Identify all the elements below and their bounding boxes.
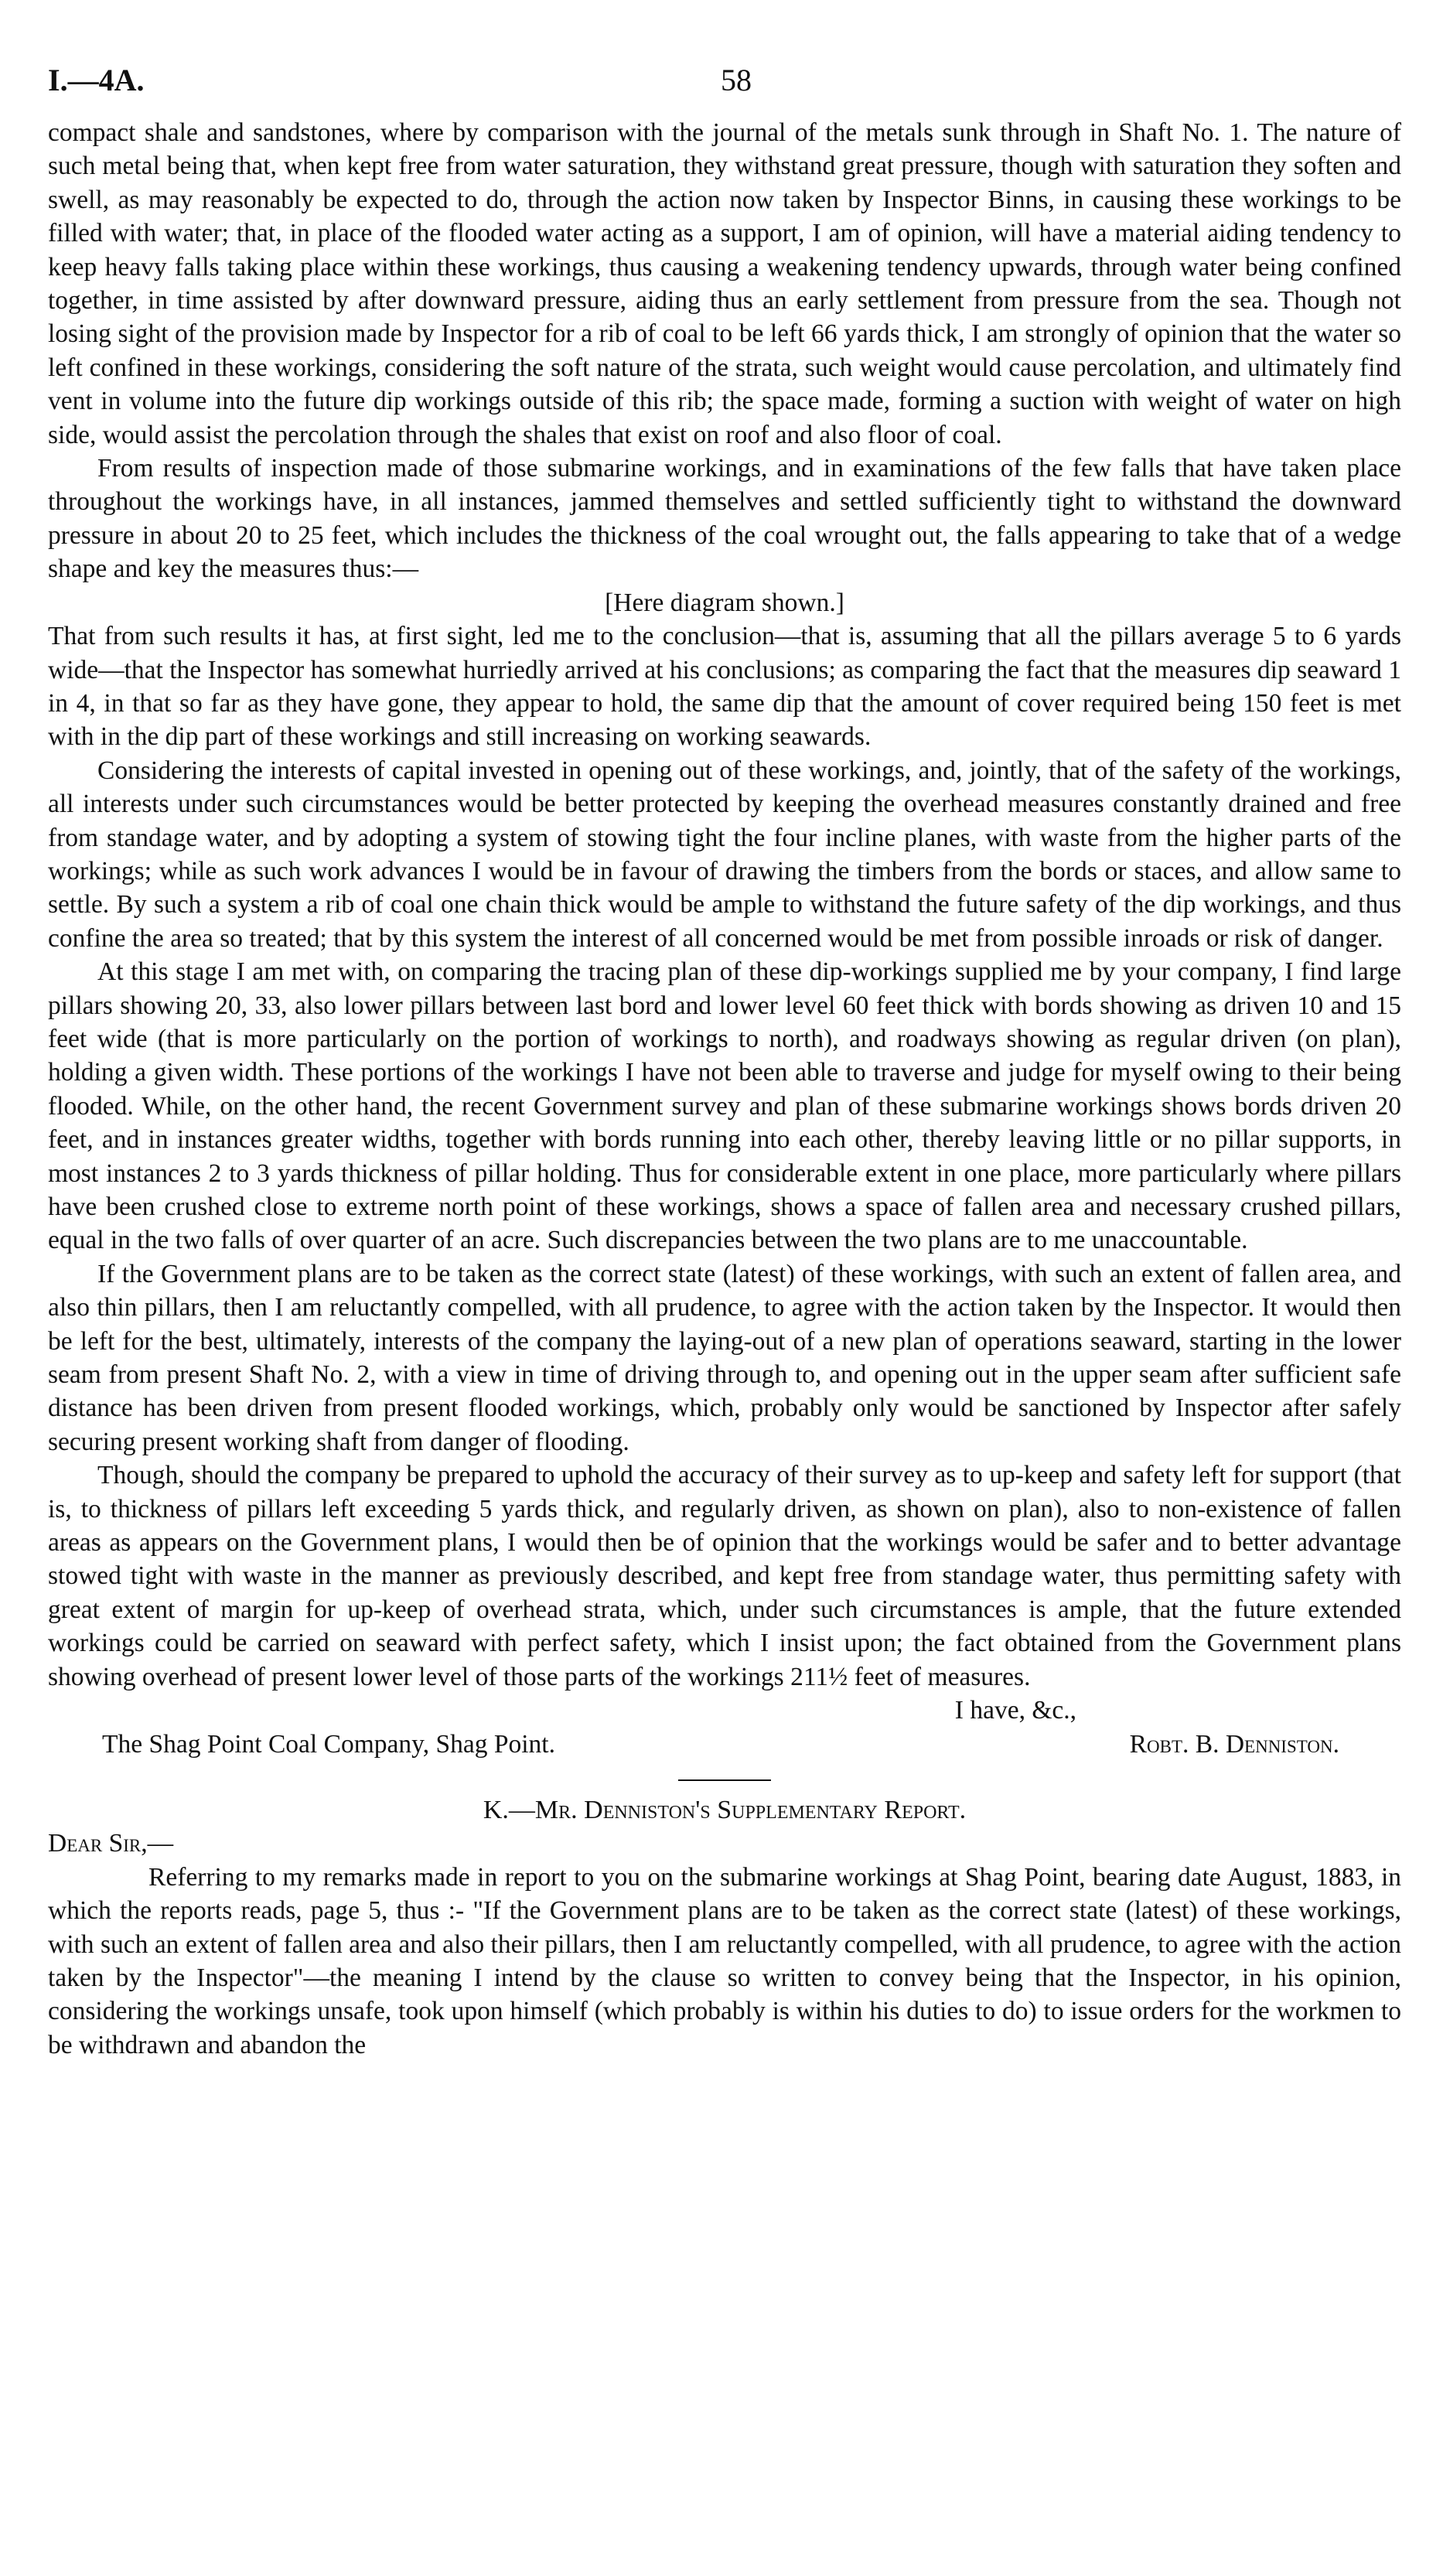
signature-line [48,1728,1401,1761]
paragraph: That from such results it has, at first sight, led me to the conclusion—that is, assuming that all the pillars average 5 to 6 yards wide—that the Inspector has somewhat hurriedly arrived at his conclusions; as comparing the fact that the measures dip seaward 1 in 4, in that so far as they have gone, they appear to hold, the same dip that the amount of cover required being 150 feet is met with in the dip part of these workings and still increasing on working seawards. [48,622,1401,752]
closing-line: I have, &c., [954,1696,1076,1725]
diagram-note: [Here diagram shown.] [605,588,844,617]
signature: Robt. B. Denniston. [1129,1729,1339,1759]
salutation: Dear Sir,— [48,1829,174,1858]
paragraph: Considering the interests of capital invested in opening out of these workings, and, jointly, that of the safety of the workings, all interests under such circumstances would be better protected by keeping the overhead measures constantly drained and free from standage water, and by adopting a system of stowing tight the four incline planes, with waste from the higher parts of the workings; while as such work advances I would be in favour of drawing the timbers from the bords or staces, and allow same to settle. By such a system a rib of coal one chain thick would be ample to withstand the future safety of the dip workings, and thus confine the area so treated; that by this system the interest of all concerned would be met from possible inroads or risk of danger. [48,756,1401,953]
section-divider [678,1779,771,1781]
report-body [48,116,1401,2062]
document-page [48,54,1401,2062]
series-label: I.—4A. [48,63,145,97]
paragraph: compact shale and sandstones, where by comparison with the journal of the metals sunk through in Shaft No. 1. The nature of such metal being that, when kept free from water saturation, they withstand great pressure, though with saturation they soften and swell, as may reasonably be expected to do, through the action now taken by Inspector Binns, in causing these workings to be filled with water; that, in place of the flooded water acting as a support, I am of opinion, will have a material aiding tendency to keep heavy falls taking place within these workings, thus causing a weakening tendency upwards, through water being confined together, in time assisted by after downward pressure, aiding thus an early settlement from pressure from the sea. Though not losing sight of the provision made by Inspector for a rib of coal to be left 66 yards thick, I am strongly of opinion that the water so left confined in these workings, considering the soft nature of the strata, such weight would cause percolation, and ultimately find vent in volume into the future dip workings outside of this rib; the space made, forming a suction with weight of water on high side, would assist the percolation through the shales that exist on roof and also floor of coal. [48,118,1401,449]
page-number: 58 [721,63,752,97]
addressee: The Shag Point Coal Company, Shag Point. [102,1729,555,1759]
paragraph: From results of inspection made of those submarine workings, and in examinations of the few falls that have taken place throughout the workings have, in all instances, jammed themselves and settled sufficiently tight to withstand the downward pressure in about 20 to 25 feet, which includes the thickness of the coal wrought out, the falls appearing to take that of a wedge shape and key the measures thus:— [48,454,1401,584]
paragraph: Referring to my remarks made in report to you on the submarine workings at Shag Point, bearing date August, 1883, in which the reports reads, page 5, thus :- "If the Government plans are to be taken as the correct state (latest) of these workings, with such an extent of fallen area and also their pillars, then I am reluctantly compelled, with all prudence, to agree with the action taken by the Inspector"—the meaning I intend by the clause so written to convey being that the Inspector, in his opinion, considering the workings unsafe, took upon himself (which probably is within his duties to do) to issue orders for the workmen to be withdrawn and abandon the [48,1862,1401,2059]
paragraph: At this stage I am met with, on comparing the tracing plan of these dip-workings supplied me by your company, I find large pillars showing 20, 33, also lower pillars between last bord and lower level 60 feet thick with bords showing as driven 10 and 15 feet wide (that is more particularly on the portion of workings to north), and roadways showing as regular driven (on plan), holding a given width. These portions of the workings I have not been able to traverse and judge for myself owing to their being flooded. While, on the other hand, the recent Government survey and plan of these submarine workings shows bords driven 20 feet, and in instances greater widths, together with bords running into each other, thereby leaving little or no pillar supports, in most instances 2 to 3 yards thickness of pillar holding. Thus for considerable extent in one place, more particularly where pillars have been crushed close to extreme north point of these workings, shows a space of fallen area and necessary crushed pillars, equal in the two falls of over quarter of an acre. Such discrepancies between the two plans are to me unaccountable. [48,957,1401,1255]
paragraph: Though, should the company be prepared to uphold the accuracy of their survey as to up-keep and safety left for support (that is, to thickness of pillars left exceeding 5 yards thick, and regularly driven, as shown on plan), also to non-existence of fallen areas as appears on the Government plans, I would then be of opinion that the workings would be safer and to better advantage stowed tight with waste in the manner as previously described, and kept free from standage water, thus permitting safety with great extent of margin for up-keep of overhead strata, which, under such circumstances is ample, that the future extended workings could be carried on seaward with perfect safety, which I insist upon; the fact obtained from the Government plans showing overhead of present lower level of those parts of the workings 211½ feet of measures. [48,1461,1401,1691]
section-heading: K.—Mr. Denniston's Supplementary Report. [483,1795,967,1824]
paragraph: If the Government plans are to be taken as the correct state (latest) of these workings, with such an extent of fallen area, and also thin pillars, then I am reluctantly compelled, with all prudence, to agree with the action taken by the Inspector. It would then be left for the best, ultimately, interests of the company the laying-out of a new plan of operations seaward, starting in the lower seam from present Shaft No. 2, with a view in time of driving through to, and opening out in the upper seam after sufficient safe distance has been driven from present flooded workings, which, probably only would be sanctioned by Inspector after safely securing present working shaft from danger of flooding. [48,1259,1401,1456]
page-header [48,54,1401,116]
